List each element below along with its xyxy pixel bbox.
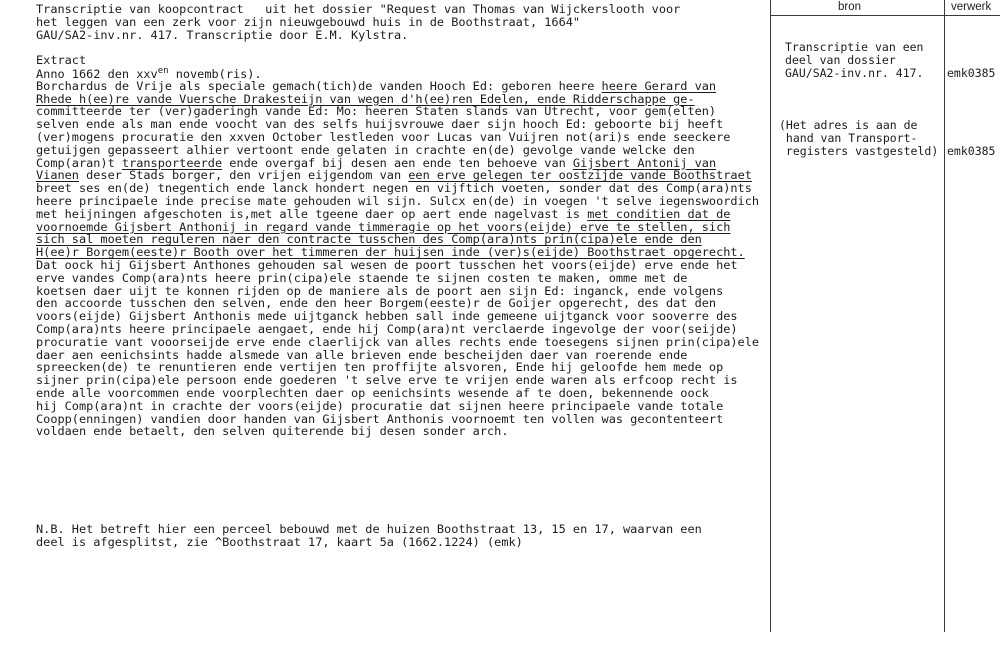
bron-line: hand van Transport- [779,130,918,145]
body-line: H(ee)r Borgem(eeste)r Booth over het timmeren der huijsen inde (ver)s(eijde) Boothstraet opgerecht. [36,245,745,260]
body-line: sijner prin(cipa)ele persoon ende goederen 't selve erve te vrijen ende waren als erfcoop recht is [36,373,738,388]
column-header-bron: bron [838,1,862,13]
body-line: ende alle voorcommen ende voorplechten daer op eenichsints wesende af te doen, bekennende oock [36,385,709,400]
bron-line: registers vastgesteld) [779,143,939,158]
body-line: den accoorde tusschen den selven, ende den heer Borgem(eeste)r de Goijer opgerecht, des dat den [36,296,717,311]
anno-superscript: en [157,65,169,76]
body-line: Comp(ara)nts heere principaele aengaet, ende hij Comp(ara)nt verclaerde ingevolge der voor(seijde) [36,321,738,336]
body-line: heere principaele inde precise mate gehouden wil sijn. Sulcx en(de) in voegen 't selve iegenswoordich [36,193,760,208]
body-line: spreecken(de) te renuntieren ende vertijen ten proffijte alsvoren, Ende hij geloofde hem mede op [36,360,724,375]
body-line: Borchardus de Vrije als speciale gemach(tich)de vanden Hooch Ed: geboren heere heere Gerard van [36,78,717,93]
body-line: daer aen eenichsints hadde alsmede van alle brieven ende bescheijden daer van roerende ende [36,347,688,362]
body-line: Vianen deser Stads borger, den vrijen eijgendom van een erve gelegen ter oostzijde vande Boothstraet [36,168,752,183]
bron-column-note [779,118,945,156]
verwerk-ref: emk0385 [947,66,996,80]
header-rule [770,15,1000,16]
body-line: sich sal moeten reguleren naer den contracte tusschen des Comp(ara)nts prin(cipa)ele ende den [36,232,702,247]
body-line: Coopp(enningen) vandien door handen van Gijsbert Anthonis voornoemt ten vollen was gecontenteert [36,411,724,426]
column-divider-main [770,0,771,632]
body-line: koetsen daer uijt te konnen rijden op de maniere als de poort aen sijn Ed: inganck, ende volgens [36,283,724,298]
bron-line: Transcriptie van een [785,40,924,54]
body-line: breet ses en(de) tnegentich ende lanck hondert negen en vijftich voeten, sonder dat des Comp(ara)nts [36,181,752,196]
header-line: GAU/SA2-inv.nr. 417. Transcriptie door E.M. Kylstra. [36,27,409,42]
body-line: met heijningen afgeschoten is,met alle tgeene daer op aert ende nagelvast is met conditien dat de [36,206,731,221]
body-line: voldaen ende betaelt, den selven quiterende bij desen sonder arch. [36,424,509,439]
bron-column [785,40,945,78]
header-line: het leggen van een zerk voor zijn nieuwgebouwd huis in de Boothstraat, 1664" [36,14,581,29]
body-line: Rhede h(ee)re vande Vuersche Drakesteijn van wegen d'h(ee)ren Edelen, ende Ridderschappe ge- [36,91,695,106]
anno-text: Anno 1662 den xxv [36,66,158,81]
body-line: getuijgen gepasseert alhier vertoont ende gelaten in crachte en(de) gevolge vande welcke den [36,142,695,157]
anno-line [36,66,768,79]
body-line: voornoemde Gijsbert Anthonij in regard vande timmeragie op het voors(eijde) erve te stellen, sich [36,219,731,234]
header-line: Transcriptie van koopcontract uit het dossier "Request van Thomas van Wijckerslooth voor [36,2,681,16]
body-line: voors(eijde) Gijsbert Anthonis mede uijtganck hebben sall inde gemeene uijtganck voor sooverre des [36,309,738,324]
note-line: N.B. Het betreft hier een perceel bebouwd met de huizen Boothstraat 13, 15 en 17, waarvan een [36,522,702,536]
verwerk-ref: emk0385 [947,144,996,158]
note-nb [36,522,768,548]
note-line: deel is afgesplitst, zie ^Boothstraat 17, kaart 5a (1662.1224) (emk) [36,535,523,549]
column-header-verwerk: verwerk [951,1,992,13]
spacer [36,40,768,53]
body-line: erve vandes Comp(ara)nts heere prin(cipa)ele staende te sijnen costen te maken, omme met de [36,270,688,285]
body-line: selven ende als man ende voocht van des selfs huijsvrouwe daer sijn hooch Ed: geboorte bij heeft [36,117,724,132]
anno-tail: novemb(ris). [168,66,262,81]
transcription-text [36,2,768,437]
body-line: Dat oock hij Gijsbert Anthones gehouden sal wesen de poort tusschen het voors(eijde) erve ende het [36,257,738,272]
body-line: Comp(aran)t transporteerde ende overgaf bij desen aen ende ten behoeve van Gijsbert Antonij van [36,155,717,170]
body-line: (ver)mogens procuratie den xxven October lestleden voor Lucas van Vuijren not(ari)s ende seeckere [36,129,731,144]
bron-line: (Het adres is aan de [779,118,918,132]
body-line: committeerde ter (ver)gaderingh vande Ed: Mo: heeren Staten slands van Utrecht, voor gem(elten) [36,104,717,119]
bron-line: deel van dossier [785,52,896,67]
extract-label: Extract [36,53,87,68]
body-line: hij Comp(ara)nt in crachte der voors(eijde) procuratie dat sijnen heere principaele vande totale [36,398,724,413]
column-divider-verwerk [944,0,945,632]
bron-line: GAU/SA2-inv.nr. 417. [785,65,924,80]
body-line: procuratie vant vooorseijde erve ende claerlijck van alles rechts ende toesegens sijnen prin(cipa)ele [36,334,760,349]
